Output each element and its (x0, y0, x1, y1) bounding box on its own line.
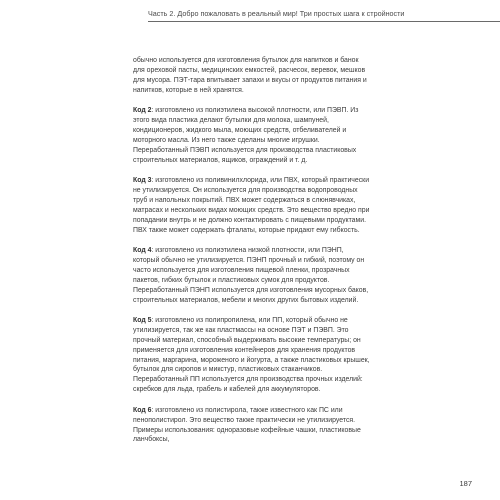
paragraph-code-6 (133, 406, 371, 446)
code-label: Код 4 (133, 247, 152, 254)
paragraph-text: обычно используется для изготовления бутылок для напитков и банок для ореховой пасты, медицинских емкостей, расчесок, веревок, мешков для мусора. ПЭТ-тара впитывает запахи и вкусы от продуктов питания и напитков, которые в ней хранятся. (133, 57, 367, 94)
paragraph-text: : изготовлено из полиэтилена высокой плотности, или ПЭВП. Из этого вида пластика делают бутылки для молока, шампуней, кондиционеров, жидкого мыла, моющих средств, отбеливателей и моторного масла. Из него также сделаны многие игрушки. Переработанный ПЭВП используется для производства пластиковых строительных материалов, ящиков, ограждений и т. д. (133, 107, 359, 164)
code-label: Код 6 (133, 406, 152, 414)
code-label: Код 3 (133, 177, 152, 185)
code-label: Код 5 (133, 316, 152, 324)
paragraph-text: : изготовлено из полистирола, также известного как ПС или пенополистирол. Это вещество также практически не утилизируется. Примеры использования: одноразовые кофейные чашки, пластиковые ланчбоксы, (133, 406, 361, 444)
paragraph-text: : изготовлено из поливинилхлорида, или ПВХ, который практически не утилизируется. Он используется для производства водопроводных труб и напольных покрытий. ПВХ может содержаться в слюнявчиках, матрасах и нескольких видах моющих средств. Это вещество вредно при попадании внутрь и не должно контактировать с пищевыми продуктами. ПВХ также может содержать фталаты, которые придают ему гибкость. (133, 177, 370, 234)
page-number: 187 (459, 479, 472, 488)
running-header: Часть 2. Добро пожаловать в реальный мир! Три простых шага к стройности (148, 9, 500, 22)
paragraph-code-4 (133, 246, 371, 305)
paragraph-code-2 (133, 106, 371, 165)
paragraph-continuation (133, 56, 371, 96)
page-body (133, 56, 371, 456)
paragraph-text: : изготовлено из полипропилена, или ПП, который обычно не утилизируется, так же как пластмассы на основе ПЭТ и ПЭВП. Это прочный материал, способный выдерживать высокие температуры; он применяется для изготовления контейнеров для хранения продуктов питания, маргарина, мороженого и йогурта, а также пластиковых крышек, бутылок для сиропов и микстур, пластиковых стаканчиков. Переработанный ПП используется для производства прочных изделий: скребков для льда, грабель и кабелей для аккумуляторов. (133, 316, 370, 394)
paragraph-text: : изготовлено из полиэтилена низкой плотности, или ПЭНП, который обычно не утилизируется. ПЭНП прочный и гибкий, поэтому он часто используется для изготовления пищевой пленки, прозрачных пакетов, гибких бутылок и пластиковых сумок для продуктов. Переработанный ПЭНП используется для изготовления мусорных баков, строительных материалов, мебели и многих других бытовых изделий. (133, 247, 369, 304)
code-label: Код 2 (133, 107, 152, 115)
paragraph-code-5 (133, 316, 371, 395)
paragraph-code-3 (133, 176, 371, 235)
